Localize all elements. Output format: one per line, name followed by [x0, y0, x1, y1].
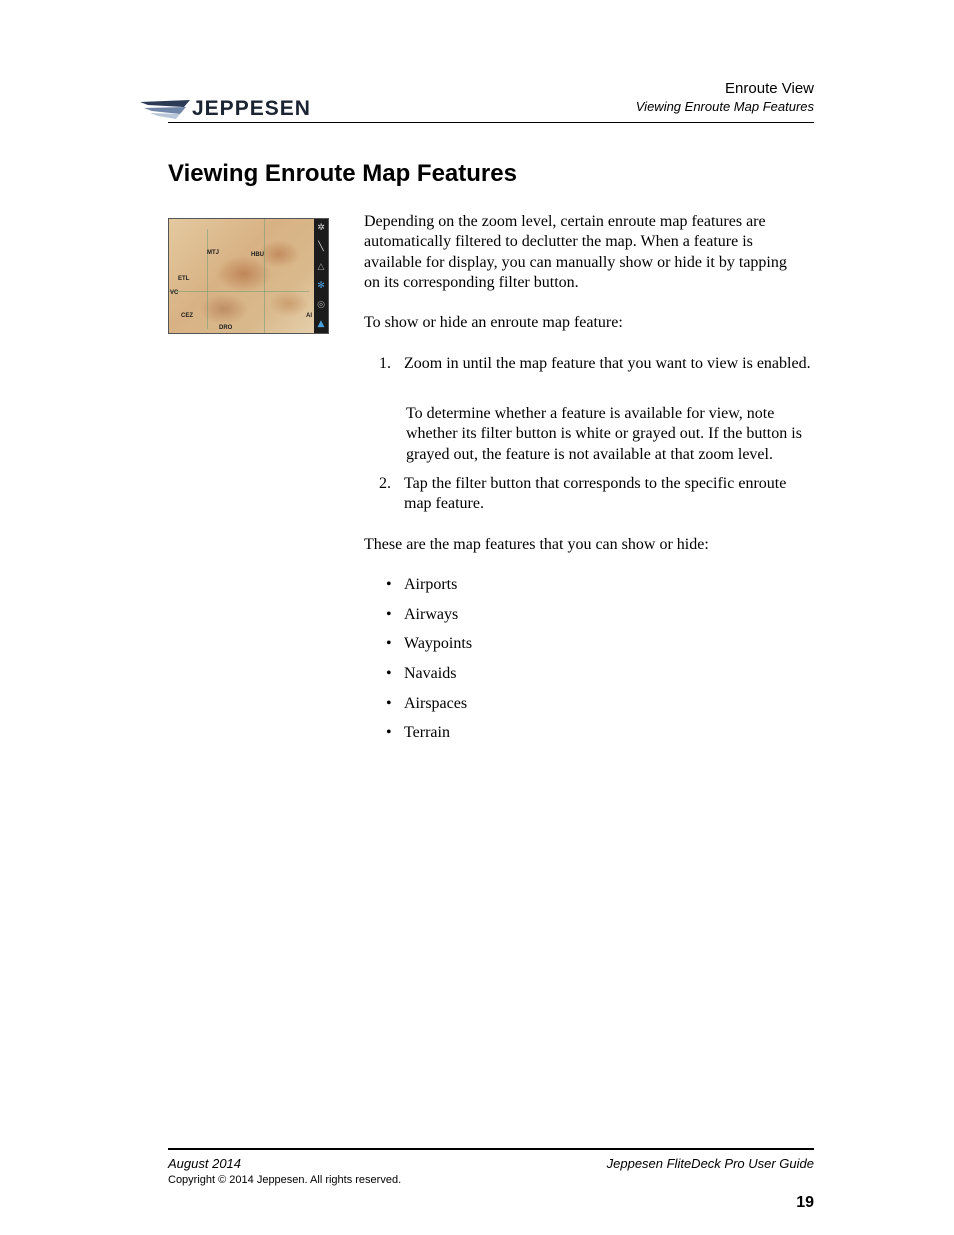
- step-number: 2.: [379, 475, 391, 492]
- airport-filter-icon: ✲: [317, 223, 325, 233]
- page-title: Viewing Enroute Map Features: [168, 160, 517, 187]
- header-subsection-title: Viewing Enroute Map Features: [635, 99, 814, 114]
- feature-label: Waypoints: [404, 635, 473, 653]
- intro-paragraph: Depending on the zoom level, certain enroute map features are automatically filtered to declutter the map. When a feature is available for display, you can manually show or hide it by tapping on its corresponding filter button.: [364, 213, 787, 291]
- feature-label: Airports: [404, 576, 458, 593]
- footer-divider: [168, 1148, 814, 1150]
- feature-label: Navaids: [404, 665, 457, 683]
- step-text: Tap the filter button that corresponds to the specific enroute map feature.: [404, 475, 787, 513]
- map-label-hbu: HBU: [251, 252, 264, 258]
- features-intro: These are the map features that you can show or hide:: [364, 536, 709, 553]
- list-item: [364, 605, 472, 635]
- terrain-filter-icon: ▲: [317, 319, 325, 329]
- map-filter-toolbar: [314, 219, 328, 333]
- procedure-steps: [364, 354, 816, 374]
- bullet: •: [386, 635, 392, 653]
- feature-label: Terrain: [404, 724, 450, 742]
- footer-copyright: Copyright © 2014 Jeppesen. All rights reserved.: [168, 1174, 402, 1186]
- navaid-filter-icon: ✻: [317, 281, 325, 291]
- features-list: [364, 575, 472, 753]
- list-item: [364, 694, 472, 724]
- bullet: •: [386, 724, 392, 742]
- map-label-mtj: MTJ: [207, 250, 219, 256]
- map-route-line: [169, 291, 309, 292]
- feature-label: Airspaces: [404, 694, 468, 712]
- map-route-line: [207, 229, 208, 329]
- list-item: [364, 634, 472, 664]
- list-item: [364, 723, 472, 753]
- footer-date: August 2014: [168, 1156, 242, 1171]
- step-note: To determine whether a feature is available for view, note whether its filter button is white or grayed out. If the button is grayed out, the feature is not available at that zoom level.: [406, 405, 802, 463]
- header-section-title: Enroute View: [725, 80, 814, 97]
- procedure-intro: To show or hide an enroute map feature:: [364, 314, 623, 331]
- map-label-dro: DRO: [219, 325, 233, 331]
- logo-swoosh-icon: [140, 98, 190, 120]
- bullet: •: [386, 605, 392, 623]
- list-item: [364, 575, 472, 605]
- map-label-vc: VC: [170, 290, 179, 296]
- bullet: •: [386, 576, 392, 593]
- feature-label: Airways: [404, 605, 459, 623]
- airspace-filter-icon: ◎: [317, 300, 325, 310]
- map-label-etl: ETL: [178, 276, 190, 282]
- header-divider: [168, 122, 814, 123]
- map-label-ai: AI: [306, 313, 312, 319]
- map-route-line: [264, 219, 265, 333]
- page-number: 19: [796, 1194, 814, 1211]
- bullet: •: [386, 694, 392, 712]
- map-label-cez: CEZ: [181, 313, 193, 319]
- logo-text: JEPPESEN: [192, 97, 311, 120]
- step-text: Zoom in until the map feature that you want to view is enabled.: [404, 355, 811, 372]
- step-number: 1.: [379, 355, 391, 372]
- waypoint-filter-icon: △: [317, 262, 325, 272]
- list-item: [364, 664, 472, 694]
- footer-guide-title: Jeppesen FliteDeck Pro User Guide: [606, 1156, 814, 1171]
- step-item: [364, 354, 816, 374]
- enroute-map-image: [168, 218, 329, 334]
- bullet: •: [386, 665, 392, 683]
- airway-filter-icon: ╲: [318, 242, 324, 252]
- jeppesen-logo: [140, 98, 345, 120]
